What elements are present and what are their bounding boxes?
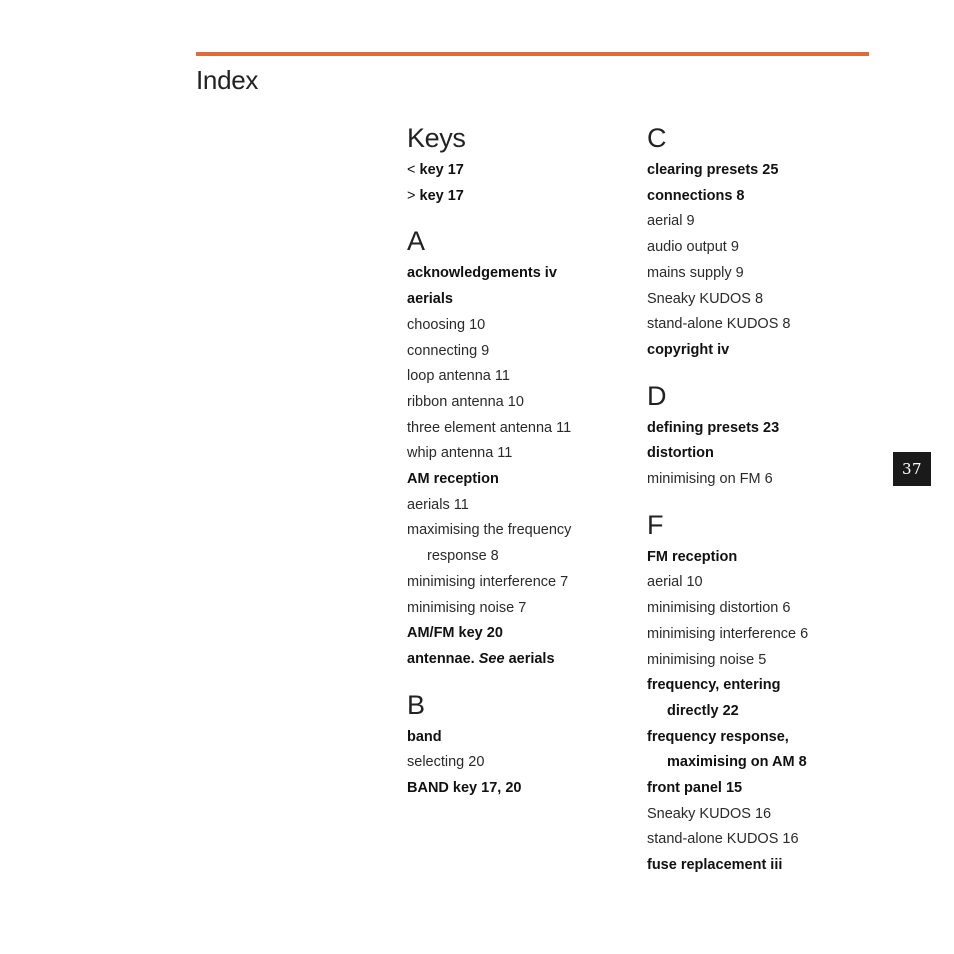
index-entry <box>407 339 637 365</box>
index-entry <box>647 158 877 184</box>
entry-text: selecting 20 <box>407 754 485 771</box>
entry-prefix: < <box>407 162 420 178</box>
index-section-d <box>647 378 877 493</box>
entry-text: aerials 11 <box>407 496 469 513</box>
index-entry <box>647 261 877 287</box>
index-entry <box>647 209 877 235</box>
entry-text: maximising the frequency <box>407 522 572 539</box>
entry-text: minimising on FM 6 <box>647 471 773 488</box>
header-rule <box>196 52 869 56</box>
entry-text: maximising on AM 8 <box>667 754 807 771</box>
index-entry <box>407 570 637 596</box>
section-heading: F <box>647 509 664 540</box>
index-entry <box>407 647 637 673</box>
index-entry <box>647 416 877 442</box>
index-column-left <box>407 120 637 816</box>
entry-text: response 8 <box>427 548 499 565</box>
entry-text: BAND key 17, 20 <box>407 780 522 797</box>
entry-text: distortion <box>647 445 714 462</box>
entry-text: Sneaky KUDOS 16 <box>647 805 772 822</box>
entry-text: connecting 9 <box>407 342 490 359</box>
entry-text: copyright iv <box>647 341 730 358</box>
section-heading: Keys <box>407 123 466 153</box>
section-heading: C <box>647 123 667 153</box>
index-entry-continuation <box>647 750 877 776</box>
entry-see-target: aerials <box>508 650 555 667</box>
index-entry <box>647 776 877 802</box>
page-title: Index <box>196 65 259 95</box>
index-entry <box>647 622 877 648</box>
entry-see-reference: See <box>478 650 505 667</box>
index-entry <box>407 467 637 493</box>
entry-text: aerials <box>407 291 453 308</box>
index-entry <box>647 184 877 210</box>
index-section-c <box>647 120 877 364</box>
index-entry <box>407 287 637 313</box>
entry-text: ribbon antenna 10 <box>407 393 524 410</box>
index-entry <box>407 518 637 544</box>
index-column-right <box>647 120 877 893</box>
entry-text: aerial 9 <box>647 213 695 230</box>
entry-text: defining presets 23 <box>647 419 780 436</box>
entry-prefix: > <box>407 187 420 204</box>
index-entry <box>647 853 877 879</box>
index-entry-continuation <box>647 699 877 725</box>
entry-text: minimising interference 6 <box>647 625 809 642</box>
index-section-keys <box>407 120 637 209</box>
entry-text: FM reception <box>647 548 738 565</box>
index-entry <box>407 158 637 184</box>
index-entry <box>407 441 637 467</box>
entry-text: aerial 10 <box>647 574 703 591</box>
entry-text: choosing 10 <box>407 316 486 333</box>
entry-text: AM/FM key 20 <box>407 625 503 642</box>
index-section-a <box>407 223 637 672</box>
index-section-b <box>407 687 637 802</box>
index-entry <box>407 725 637 751</box>
section-heading: A <box>407 226 425 257</box>
index-entry <box>647 570 877 596</box>
entry-text: key 17 <box>419 162 464 178</box>
index-entry <box>407 776 637 802</box>
index-entry <box>647 467 877 493</box>
entry-text: three element antenna 11 <box>407 419 572 436</box>
index-entry <box>647 312 877 338</box>
section-heading: B <box>407 689 425 720</box>
entry-text: stand-alone KUDOS 8 <box>647 316 791 333</box>
section-heading: D <box>647 380 667 411</box>
index-entry <box>407 313 637 339</box>
index-entry <box>407 390 637 416</box>
entry-text: frequency response, <box>647 728 789 745</box>
entry-text: minimising distortion 6 <box>647 600 791 617</box>
entry-text: front panel 15 <box>647 780 743 797</box>
index-entry <box>647 673 877 699</box>
index-entry <box>647 802 877 828</box>
entry-text: whip antenna 11 <box>407 445 513 462</box>
entry-text: stand-alone KUDOS 16 <box>647 831 799 848</box>
entry-text: minimising interference 7 <box>407 573 569 590</box>
index-section-f <box>647 507 877 879</box>
entry-text: acknowledgements iv <box>407 265 557 282</box>
index-entry <box>407 493 637 519</box>
index-entry <box>407 261 637 287</box>
entry-text: minimising noise 7 <box>407 599 527 616</box>
entry-text: Sneaky KUDOS 8 <box>647 290 764 307</box>
index-entry <box>647 725 877 751</box>
index-entry <box>647 235 877 261</box>
index-entry <box>647 338 877 364</box>
entry-text: minimising noise 5 <box>647 651 767 668</box>
entry-text: mains supply 9 <box>647 264 744 281</box>
entry-text: key 17 <box>419 187 464 204</box>
entry-text: connections 8 <box>647 187 745 204</box>
index-entry-continuation <box>407 544 637 570</box>
index-entry <box>407 184 637 210</box>
entry-text: fuse replacement iii <box>647 857 783 874</box>
entry-text: band <box>407 728 442 745</box>
entry-text: audio output 9 <box>647 239 739 256</box>
index-entry <box>407 416 637 442</box>
entry-text: clearing presets 25 <box>647 162 779 178</box>
entry-text: AM reception <box>407 471 499 488</box>
index-entry <box>647 648 877 674</box>
index-entry <box>647 827 877 853</box>
index-entry <box>407 364 637 390</box>
entry-text: loop antenna 11 <box>407 368 510 385</box>
page-number-tab: 37 <box>893 452 931 486</box>
index-entry <box>647 441 877 467</box>
index-entry <box>647 545 877 571</box>
index-entry <box>407 621 637 647</box>
entry-text: directly 22 <box>667 702 739 719</box>
index-entry <box>647 596 877 622</box>
index-entry <box>407 596 637 622</box>
entry-text: frequency, entering <box>647 677 781 694</box>
entry-text: antennae. <box>407 650 475 667</box>
index-entry <box>407 750 637 776</box>
index-entry <box>647 287 877 313</box>
